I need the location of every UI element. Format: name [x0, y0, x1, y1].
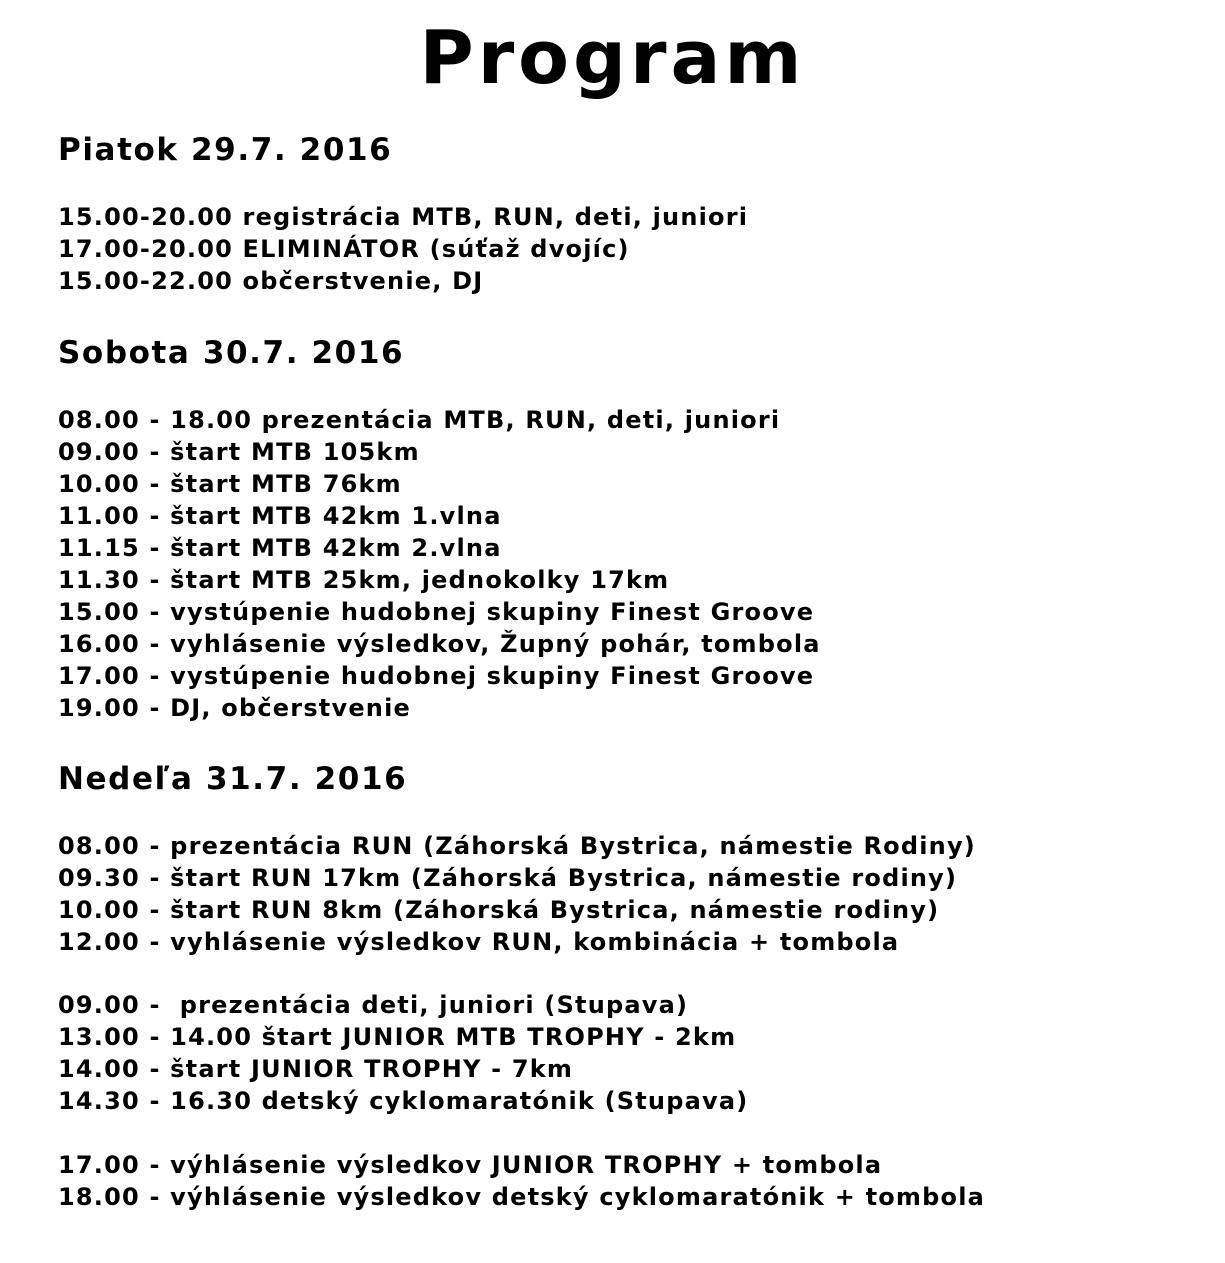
schedule-item: 14.00 - štart JUNIOR TROPHY - 7km	[58, 1055, 574, 1083]
schedule-list-sunday-junior	[58, 989, 748, 1117]
schedule-item: 10.00 - štart RUN 8km (Záhorská Bystrica, námestie rodiny)	[58, 896, 940, 924]
schedule-item: 08.00 - 18.00 prezentácia MTB, RUN, deti, juniori	[58, 406, 781, 434]
schedule-list-sunday-awards	[58, 1149, 985, 1213]
schedule-item: 09.00 - prezentácia deti, juniori (Stupava)	[58, 991, 689, 1019]
schedule-item: 19.00 - DJ, občerstvenie	[58, 694, 411, 722]
schedule-item: 08.00 - prezentácia RUN (Záhorská Bystrica, námestie Rodiny)	[58, 832, 976, 860]
day-heading-sunday: Nedeľa 31.7. 2016	[58, 761, 408, 797]
schedule-item: 12.00 - vyhlásenie výsledkov RUN, kombinácia + tombola	[58, 928, 900, 956]
page-title: Program	[419, 15, 806, 101]
schedule-item: 11.00 - štart MTB 42km 1.vlna	[58, 502, 502, 530]
schedule-item: 17.00 - výhlásenie výsledkov JUNIOR TROPHY + tombola	[58, 1151, 883, 1179]
schedule-list-saturday	[58, 404, 821, 724]
schedule-item: 11.30 - štart MTB 25km, jednokolky 17km	[58, 566, 670, 594]
schedule-item: 09.00 - štart MTB 105km	[58, 438, 420, 466]
schedule-item: 17.00 - vystúpenie hudobnej skupiny Finest Groove	[58, 662, 815, 690]
schedule-item: 17.00-20.00 ELIMINÁTOR (súťaž dvojíc)	[58, 235, 630, 263]
schedule-item: 10.00 - štart MTB 76km	[58, 470, 402, 498]
schedule-item: 15.00-22.00 občerstvenie, DJ	[58, 267, 484, 295]
schedule-item: 09.30 - štart RUN 17km (Záhorská Bystrica, námestie rodiny)	[58, 864, 958, 892]
schedule-list-friday	[58, 201, 748, 297]
schedule-item: 15.00 - vystúpenie hudobnej skupiny Finest Groove	[58, 598, 815, 626]
day-heading-friday: Piatok 29.7. 2016	[58, 132, 393, 168]
schedule-item: 15.00-20.00 registrácia MTB, RUN, deti, juniori	[58, 203, 749, 231]
schedule-list-sunday-run	[58, 830, 976, 958]
schedule-item: 13.00 - 14.00 štart JUNIOR MTB TROPHY - 2km	[58, 1023, 737, 1051]
day-heading-saturday: Sobota 30.7. 2016	[58, 335, 405, 371]
schedule-item: 14.30 - 16.30 detský cyklomaratónik (Stupava)	[58, 1087, 749, 1115]
schedule-item: 11.15 - štart MTB 42km 2.vlna	[58, 534, 502, 562]
schedule-item: 16.00 - vyhlásenie výsledkov, Župný pohár, tombola	[58, 630, 821, 658]
schedule-item: 18.00 - výhlásenie výsledkov detský cyklomaratónik + tombola	[58, 1183, 986, 1211]
